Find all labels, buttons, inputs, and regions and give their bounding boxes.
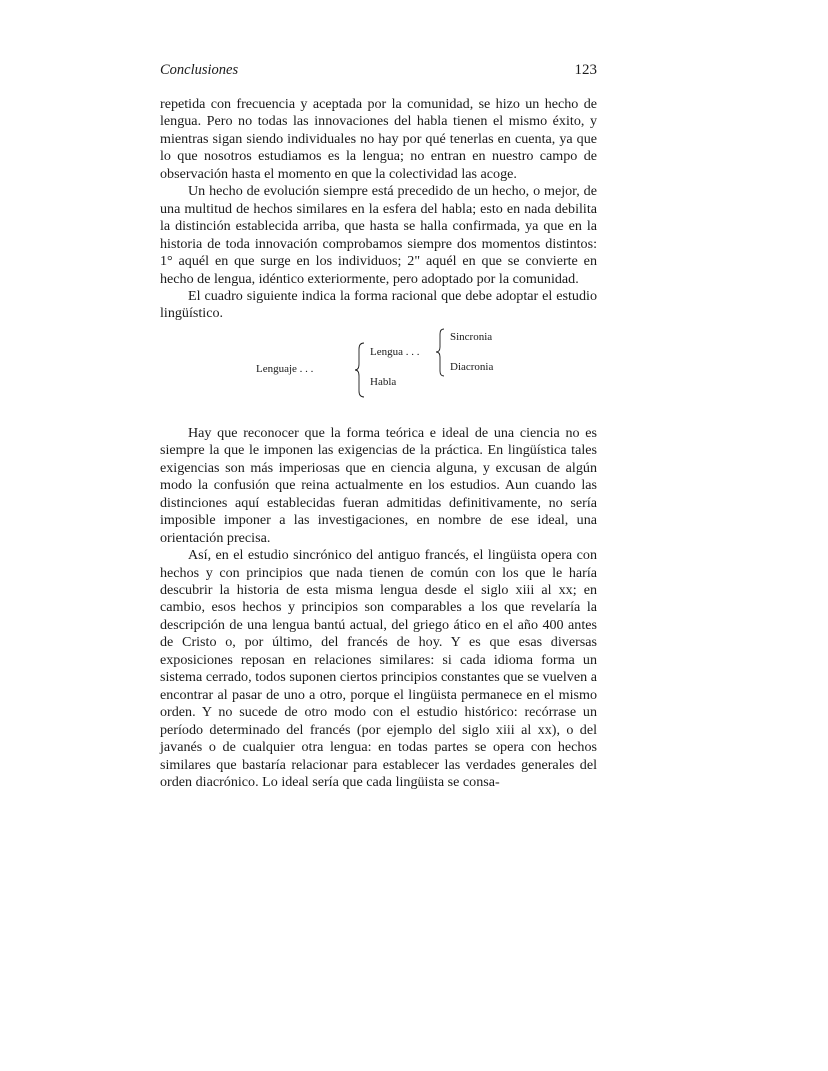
diagram-branch-habla: Habla bbox=[370, 375, 397, 388]
paragraph-2: Un hecho de evolución siempre está precedido de un hecho, o mejor, de una multitud de hechos similares en la esfera del habla; esto en nada debilita la distinción establecida arriba, que hasta se halla confirmada, ya que en la historia de toda innovación comprobamos siempre dos momentos distintos: 1° aquél en que surge en los individuos; 2" aquél en que se convierte en hecho de lengua, idéntico exteriormente, pero adoptado por la comunidad. bbox=[160, 183, 597, 287]
paragraph-4: Hay que reconocer que la forma teórica e ideal de una ciencia no es siempre la que le imponen las exigencias de la práctica. En lingüística tales exigencias son más imperiosas que en ciencia alguna, y excusan de algún modo la confusión que reina actualmente en los estudios. Aun cuando las distinciones aquí establecidas fueran admitidas definitivamente, no sería imposible imponer a las investigaciones, en nombre de ese ideal, una orientación precisa. bbox=[160, 424, 597, 546]
running-head bbox=[160, 62, 597, 82]
diagram-leaf-diacronia: Diacronia bbox=[450, 360, 494, 373]
running-title: Conclusiones bbox=[160, 62, 239, 78]
book-page bbox=[160, 62, 597, 791]
brace-lenguaje bbox=[355, 343, 364, 397]
paragraph-5: Así, en el estudio sincrónico del antiguo francés, el lingüista opera con hechos y con principios que nada tienen de común con los que le haría descubrir la historia de esta misma lengua desde el siglo xiii al xx; en cambio, esos hechos y principios son comparables a los que revelaría la descripción de una lengua bantú actual, del griego ático en el año 400 antes de Cristo o, por último, del francés de hoy. Y es que esas diversas exposiciones reposan en relaciones similares: si cada idioma forma un sistema cerrado, todos suponen ciertos principios constantes que se vuelven a encontrar al pasar de uno a otro, porque el lingüista permanece en el mismo orden. Y no sucede de otro modo con el estudio histórico: recórrase un período determinado del francés (por ejemplo del siglo xiii al xx), o del javanés o de cualquier otra lengua: en todas partes se opera con hechos similares que bastaría relacionar para establecer las verdades generales del orden diacrónico. Lo ideal sería que cada lingüista se consa- bbox=[160, 547, 597, 790]
page-number: 123 bbox=[574, 62, 597, 78]
language-study-diagram bbox=[160, 330, 597, 415]
diagram-branch-lengua: Lengua . . . bbox=[370, 345, 420, 358]
brace-lengua bbox=[436, 329, 444, 376]
paragraph-1: repetida con frecuencia y aceptada por la comunidad, se hizo un hecho de lengua. Pero no todas las innovaciones del habla tienen el mismo éxito, y mientras sigan siendo individuales no hay por qué tenerlas en cuenta, ya que lo que nosotros estudiamos es la lengua; no entran en nuestro campo de observación hasta el momento en que la colectividad las acoge. bbox=[160, 96, 597, 182]
body-text-top bbox=[160, 96, 597, 323]
diagram-leaf-sincronia: Sincronia bbox=[450, 330, 493, 343]
paragraph-3: El cuadro siguiente indica la forma racional que debe adoptar el estudio lingüístico. bbox=[160, 287, 597, 322]
diagram-root-lenguaje: Lenguaje . . . bbox=[256, 362, 314, 375]
body-text-bottom bbox=[160, 425, 597, 792]
